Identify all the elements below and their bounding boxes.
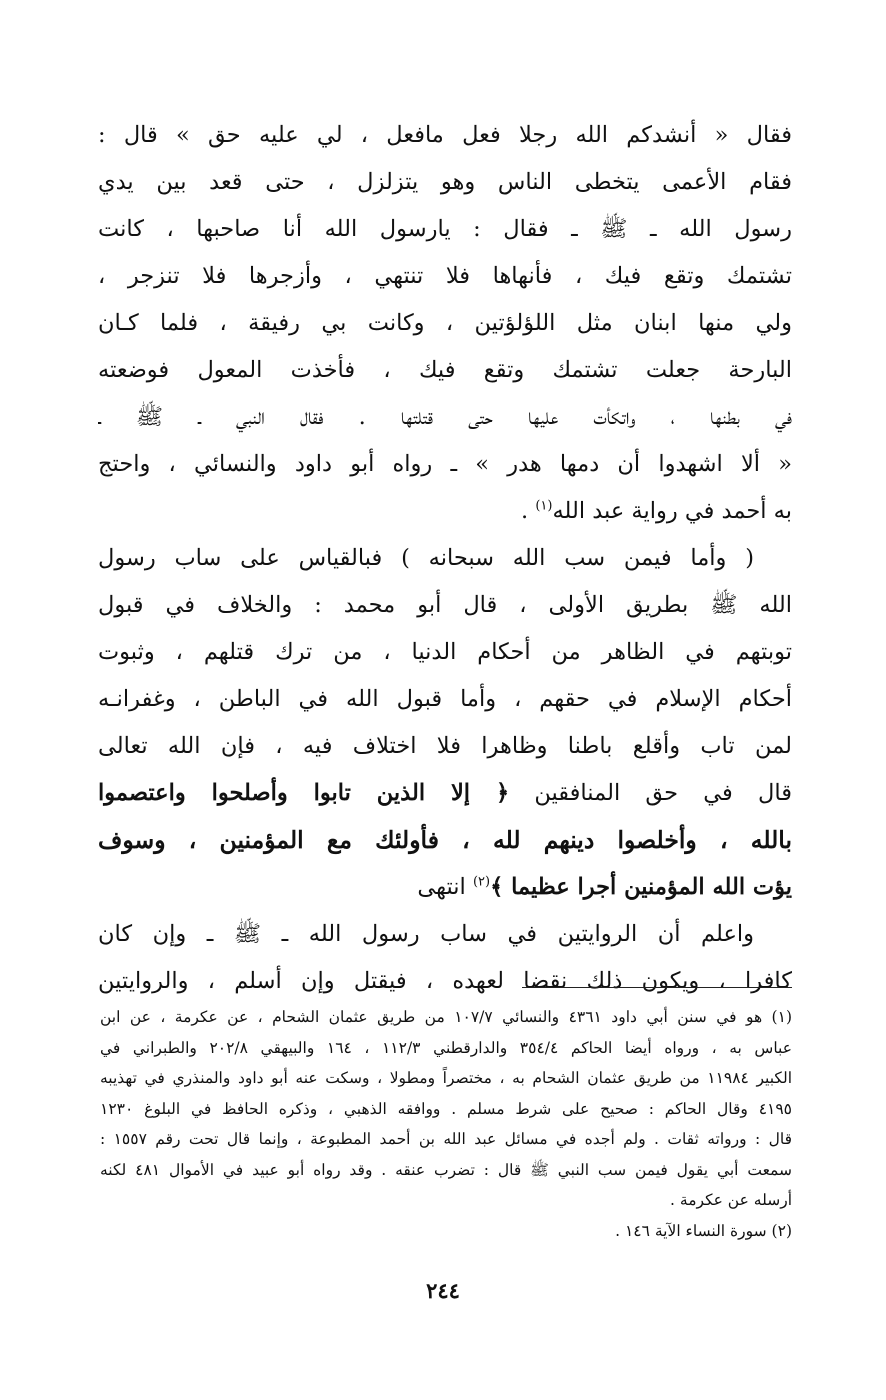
text-line-with-footnote-ref [98,488,792,535]
footnote-line: ٤١٩٥ وقال الحاكم : صحيح على شرط مسلم . ووافقه الذهبي ، وذكره الحافظ في البلوغ ١٢٣٠ [100,1099,792,1118]
text-segment: به أحمد في رواية عبد الله [552,498,792,524]
text-line: الله ﷺ بطريق الأولى ، قال أبو محمد : والخلاف في قبول [98,592,792,618]
quran-verse-line: بالله ، وأخلصوا دينهم لله ، فأولئك مع المؤمنين ، وسوف [98,826,792,854]
text-line: ولي منها ابنان مثل اللؤلؤتين ، وكانت بي رفيقة ، فلما كـان [98,310,792,336]
text-line: فقام الأعمى يتخطى الناس وهو يتزلزل ، حتى قعد بين يدي [98,169,792,195]
text-line: تشتمك وتقع فيك ، فأنهاها فلا تنتهي ، وأزجرها فلا تنزجر ، [98,263,792,289]
footnote-ref-1: (١) [535,498,553,514]
text-segment: قال في حق المنافقين [534,780,792,806]
text-segment: انتهى [417,874,466,900]
text-line: لمن تاب وأقلع باطنا وظاهرا فلا اختلاف فيه ، فإن الله تعالى [98,733,792,759]
text-line: في بطنها ، واتكأت عليها حتى قتلتها . فقال النبي ـ ﷺ ـ [98,404,792,430]
footnote-line: عباس به ، ورواه أيضا الحاكم ٣٥٤/٤ والدارقطني ١١٢/٣ ، ١٦٤ والبيهقي ٢٠٢/٨ والطبراني في [100,1038,792,1057]
text-line: كافرا ، ويكون ذلك نقضا لعهده ، فيقتل وإن أسلم ، والروايتين [98,968,792,994]
quran-verse-end-line [98,864,792,911]
paragraph-start-line: ( وأما فيمن سب الله سبحانه ) فبالقياس على ساب رسول [98,545,754,571]
quran-verse-segment: ﴿ إلا الذين تابوا وأصلحوا واعتصموا [98,780,510,806]
footnote-line: الكبير ١١٩٨٤ من طريق عثمان الشحام به ، مختصراً ومطولا ، وسكت عنه أبو داود والمنذري في تهذيبه [100,1069,792,1087]
footnote-line: (١) هو في سنن أبي داود ٤٣٦١ والنسائي ١٠٧/٧ من طريق عثمان الشحام ، عن عكرمة ، عن ابن [100,1008,792,1026]
text-line: رسول الله ـ ﷺ ـ فقال : يارسول الله أنا صاحبها ، كانت [98,216,792,242]
text-line: توبتهم في الظاهر من أحكام الدنيا ، من ترك قتلهم ، وثبوت [98,639,792,665]
paragraph-start-line: واعلم أن الروايتين في ساب رسول الله ـ ﷺ ـ وإن كان [98,921,754,947]
footnotes [100,1002,792,1246]
main-text [98,112,792,1005]
footnote-line: أرسله عن عكرمة . [670,1191,792,1209]
text-line: فقال « أنشدكم الله رجلا فعل مافعل ، لي عليه حق » قال : [98,122,792,148]
footnote-line: سمعت أبي يقول فيمن سب النبي ﷺ قال : تضرب عنقه . وقد رواه أبو عبيد في الأموال ٤٨١ لكنه [100,1160,792,1179]
footnote-line: قال : ورواته ثقات . ولم أجده في مسائل عبد الله بن أحمد المطبوعة ، وإنما قال تحت رقم ١٥٥٧ : [100,1130,792,1148]
quran-quote-line [98,770,792,817]
period: . [521,498,536,524]
footnote-divider [522,987,792,988]
text-line: أحكام الإسلام في حقهم ، وأما قبول الله في الباطن ، وغفرانـه [98,686,792,712]
footnote-line: (٢) سورة النساء الآية ١٤٦ . [615,1221,792,1240]
text-line: البارحة جعلت تشتمك وتقع فيك ، فأخذت المعول فوضعته [98,357,792,383]
quran-verse-segment: يؤت الله المؤمنين أجرا عظيما ﴾ [490,874,792,900]
text-line: « ألا اشهدوا أن دمها هدر » ـ رواه أبو داود والنسائي ، واحتج [98,451,792,477]
footnote-ref-2: (٢) [472,874,491,890]
page-number: ٢٤٤ [426,1278,460,1303]
